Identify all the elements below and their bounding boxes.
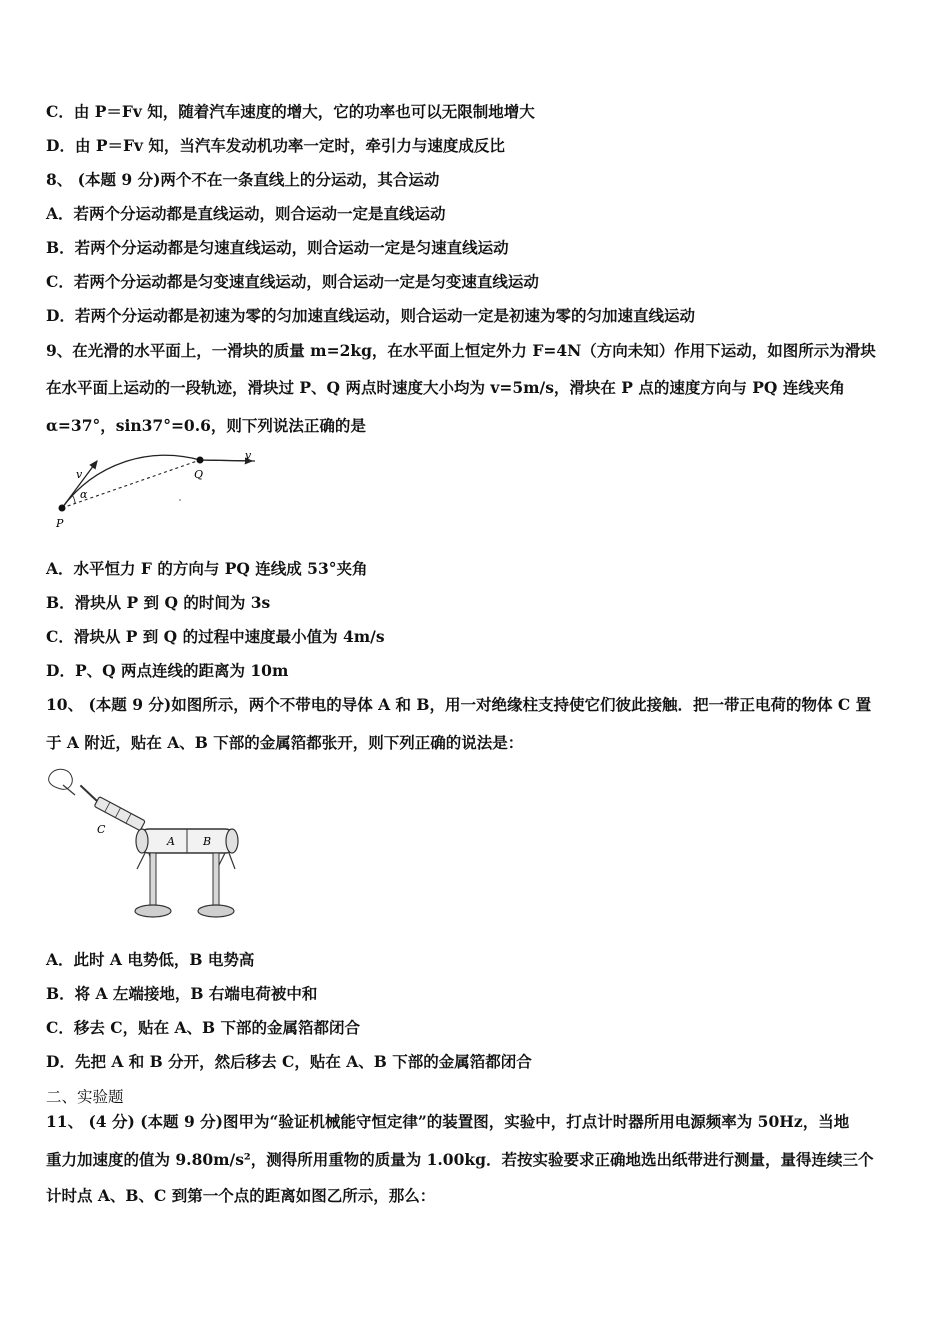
q9-option-c: C．滑块从 P 到 Q 的过程中速度最小值为 4m/s [46, 627, 385, 646]
foil-b [217, 853, 235, 869]
section-heading: 二、实验题 [46, 1088, 124, 1106]
label-c: C [97, 823, 106, 836]
q10-conductor-figure [45, 765, 255, 925]
q7-option-d: D．由 P＝Fv 知，当汽车发动机功率一定时，牵引力与速度成反比 [46, 136, 505, 155]
trajectory-curve [62, 455, 255, 508]
q11-stem-line1: 11、 (4 分) (本题 9 分)图甲为“验证机械能守恒定律”的装置图，实验中，打点计时器所用电源频率为 50Hz，当地 [46, 1112, 850, 1131]
label-b: B [203, 835, 212, 848]
q10-option-b: B．将 A 左端接地，B 右端电荷被中和 [46, 984, 318, 1003]
q9-trajectory-figure [50, 448, 270, 533]
label-a: A [167, 835, 175, 848]
q9-stem-line1: 9、在光滑的水平面上，一滑块的质量 m=2kg，在水平面上恒定外力 F=4N（方向未知）作用下运动，如图所示为滑块 [46, 341, 876, 360]
label-v-p: v [76, 468, 83, 481]
q10-stem-line2: 于 A 附近，贴在 A、B 下部的金属箔都张开，则下列正确的说法是： [46, 733, 524, 752]
q9-stem-line3: α=37°，sin37°=0.6，则下列说法正确的是 [46, 416, 366, 435]
q9-option-d: D．P、Q 两点连线的距离为 10m [46, 661, 289, 680]
stand-left [150, 853, 156, 908]
q8-option-b: B．若两个分运动都是匀速直线运动，则合运动一定是匀速直线运动 [46, 238, 509, 257]
q11-stem-line3: 计时点 A、B、C 到第一个点的距离如图乙所示，那么： [46, 1186, 436, 1205]
label-p: P [56, 517, 64, 530]
label-v-q: v [245, 449, 252, 462]
q11-stem-line2: 重力加速度的值为 9.80m/s²，测得所用重物的质量为 1.00kg．若按实验要求正确地选出纸带进行测量，量得连续三个 [46, 1150, 874, 1169]
q8-option-d: D．若两个分运动都是初速为零的匀加速直线运动，则合运动一定是初速为零的匀加速直线运动 [46, 306, 695, 325]
q7-option-c: C．由 P＝Fv 知，随着汽车速度的增大，它的功率也可以无限制地增大 [46, 102, 535, 121]
q10-stem-line1: 10、 (本题 9 分)如图所示，两个不带电的导体 A 和 B，用一对绝缘柱支持使它们彼此接触．把一带正电荷的物体 C 置 [46, 695, 872, 714]
charged-rod-c [75, 785, 146, 830]
q9-stem-line2: 在水平面上运动的一段轨迹，滑块过 P、Q 两点时速度大小均为 v=5m/s，滑块在 P 点的速度方向与 PQ 连线夹角 [46, 378, 845, 397]
label-alpha: α [80, 488, 88, 501]
q8-option-c: C．若两个分运动都是匀变速直线运动，则合运动一定是匀变速直线运动 [46, 272, 539, 291]
q8-option-a: A．若两个分运动都是直线运动，则合运动一定是直线运动 [46, 204, 446, 223]
label-q: Q [194, 468, 204, 481]
q10-option-d: D．先把 A 和 B 分开，然后移去 C，贴在 A、B 下部的金属箔都闭合 [46, 1052, 532, 1071]
hand-shape [49, 769, 73, 789]
q9-option-a: A．水平恒力 F 的方向与 PQ 连线成 53°夹角 [46, 559, 368, 578]
q10-option-c: C．移去 C，贴在 A、B 下部的金属箔都闭合 [46, 1018, 360, 1037]
q9-option-b: B．滑块从 P 到 Q 的时间为 3s [46, 593, 271, 612]
q8-stem: 8、 (本题 9 分)两个不在一条直线上的分运动，其合运动 [46, 170, 440, 189]
stand-right [213, 853, 219, 908]
q10-option-a: A．此时 A 电势低，B 电势高 [46, 950, 255, 969]
point-q [197, 457, 204, 464]
point-p [59, 505, 66, 512]
